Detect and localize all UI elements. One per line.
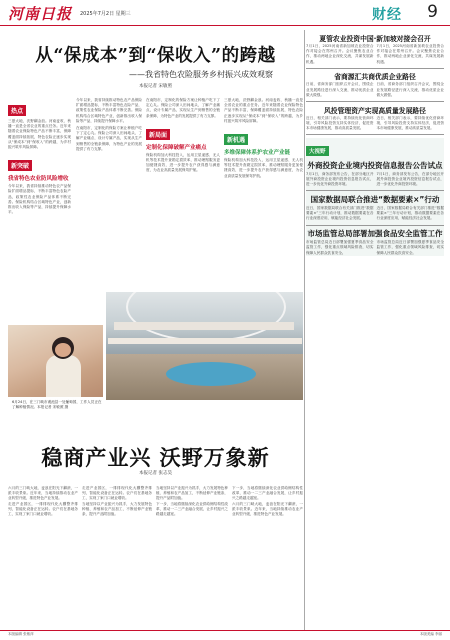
lead-paragraph: 三夏大地，沃野翻金浪。河南麦收、秋播一直是全省农业的重点任务。近年来随着农业保险特色产品不断丰富，保障覆盖面持续拓展，特色农险正逐步实现从“保成本”到“保收入”的跨越，为乡村振兴筑牢风险屏障。 xyxy=(8,119,71,150)
right-column: 夏管农业投资中国·新加坡对接会召开 7月1日，2025河南省新加坡农业投资合作对接会在郑州召开。会议聚焦农业合作，推动两地企业深化交流，共谋发展新机遇。 7月1日，2025河南省新加坡农业投资合作对接会在郑州召开。会议聚焦农业合作，推动两地企业深化交流，共谋发展新机遇。 省商源汇共商优质企业路径 日前，省商务部门组织召开会议，围绕企业发展路径进行深入交流，推动优质企业做大做强。 日前，省商务部门组织召开会议，围绕企业发展路径进行深入交流，推动优质企业做大做强。 风投管理资产实现高质量发展路径 近日，相关部门表示，要持续优化营商环境，引导风险投资支持实体经济，促进资本市场健康发展，推动高质量发展。 近日，相关部门表示，要持续优化营商环境，引导风险投资支持实体经济，促进资本市场健康发展，推动高质量发展。 大视野 外商投资企业境内投资信息报告公告试点 7月1日，商务部发布公告，在部分地区开展外商投资企业境内投资信息报告试点，进一步优化外商投资环境。 7月1日，商务部发布公告，在部分地区开展外商投资企业境内投资信息报告试点，进一步优化外商投资环境。 国家数据局联合推进“数据要素×”行动 近日，国家数据局联合有关部门推进“数据要素×”三年行动计划，推动数据要素在各行业深度应用，赋能经济社会发展。 近日，国家数据局联合有关部门推进“数据要素×”三年行动计划，推动数据要素在各行业深度应用，赋能经济社会发展。 市场监管总局部署加强食品安全监管工作 市场监管总局近日部署加强夏季食品安全监管工作，强化重点领域风险排查，切实保障人民群众饮食安全。 市场监管总局近日部署加强夏季食品安全监管工作，强化重点领域风险排查，切实保障人民群众饮食安全。 xyxy=(306,35,444,255)
footer-editor: 本版编辑 张敏萍 xyxy=(8,632,34,636)
photo-caption: 6月24日，在三门峡市渑池县一处葡萄园，工作人员正在了解种植情况。本报记者 宋敏照 摄 xyxy=(12,400,102,409)
lead-headline[interactable]: 从“保成本”到“保收入”的跨越 xyxy=(35,46,276,66)
big-view-tag: 大视野 xyxy=(306,146,329,156)
news-headline[interactable]: 外商投资企业境内投资信息报告公告试点 xyxy=(307,160,443,170)
news-headline[interactable]: 国家数据局联合推进“数据要素×”行动 xyxy=(310,195,440,205)
lead-column-3 xyxy=(146,98,220,174)
section-heading: 我省特色农业防风险增收 xyxy=(8,176,69,183)
section-heading: 定制化保障破解产业痛点 xyxy=(146,144,207,151)
issue-date: 2025年7月2日 星期三 xyxy=(80,11,131,17)
lead-paragraph: 在南阳市，定制化的保险方案让种植户吃下了定心丸。保险公司深入田间地头，了解产业痛点，设计专属产品，实现从生产到销售的全链条保障，为特色产业的发展提供了有力支撑。 xyxy=(76,126,142,151)
lead-byline: 本报记者 宋敏照 xyxy=(139,84,172,89)
second-column-2: 走进产业园区，一排排现代化大棚整齐排列，智能化设备正在运转。农户们在基地务工，实现了家门口就业增收。 当地坚持以产业振兴为抓手，大力发展特色种植、养殖和农产品加工，不断延伸产业链条，提升产品附加值。 xyxy=(82,486,152,517)
lead-column-4 xyxy=(224,98,303,179)
column-divider xyxy=(304,30,305,630)
newspaper-logo: 河南日报 xyxy=(8,5,73,23)
news-headline[interactable]: 省商源汇共商优质企业路径 xyxy=(334,73,416,82)
lead-paragraph: 三夏大地，沃野翻金浪。河南麦收、秋播一直是全省农业的重点任务。近年来随着农业保险特色产品不断丰富，保障覆盖面持续拓展，特色农险正逐步实现从“保成本”到“保收入”的跨越，为乡村振兴筑牢风险屏障。 xyxy=(224,98,303,123)
lead-paragraph: 今年以来，我省持续推动特色农产品保险扩面增品提标，不断丰富特色农险产品，政策性农业保险产品体系不断完善。保险机构结合区域特色产业，创新推出收入保险等产品，持续提升保障水平。 xyxy=(8,184,71,215)
second-column-4: 下一步，当地将继续深化农业供给侧结构性改革，推动一二三产业融合发展，让乡村振兴之路越走越宽。 六月的三门峡大地，麦浪在阳光下翻滚，一派丰收景象。近年来，当地持续推动农业产业转型升级，推进特色产业发展。 xyxy=(232,486,303,517)
section-tag: 新突破 xyxy=(8,160,32,171)
second-column-1: 六月的三门峡大地，麦浪在阳光下翻滚，一派丰收景象。近年来，当地持续推动农业产业转型升级，推进特色产业发展。 走进产业园区，一排排现代化大棚整齐排列，智能化设备正在运转。农户们在基地务工，实现了家门口就业增收。 xyxy=(8,486,78,517)
footer-designer: 本版美编 李丽 xyxy=(419,632,442,636)
lead-column-1 xyxy=(8,98,71,215)
section-tag: 新局面 xyxy=(146,129,170,140)
lead-paragraph: 保险机构加大科技投入，运用卫星遥感、无人机等技术提升查勘定损效率，推动理赔服务更加便捷高效，进一步提升农户获得感与满意度，为农业高质量发展保驾护航。 xyxy=(224,158,303,178)
news-headline[interactable]: 市场监管总局部署加强食品安全监管工作 xyxy=(307,229,443,239)
lead-paragraph: 保险机构加大科技投入，运用卫星遥感、无人机等技术提升查勘定损效率，推动理赔服务更加便捷高效，进一步提升农户获得感与满意度，为农业高质量发展保驾护航。 xyxy=(146,152,220,173)
second-column-3: 当地坚持以产业振兴为抓手，大力发展特色种植、养殖和农产品加工，不断延伸产业链条，提升产品附加值。 下一步，当地将继续深化农业供给侧结构性改革，推动一二三产业融合发展，让乡村振兴之路越走越宽。 xyxy=(156,486,228,517)
mall-photo xyxy=(106,292,303,400)
lead-column-2 xyxy=(76,98,142,152)
lead-article-header xyxy=(8,30,303,89)
second-headline[interactable]: 稳商产业兴 沃野万象新 xyxy=(41,445,270,470)
big-view-section: 大视野 外商投资企业境内投资信息报告公告试点 7月1日，商务部发布公告，在部分地区开展外商投资企业境内投资信息报告试点，进一步优化外商投资环境。 7月1日，商务部发布公告，在部分地区开展外商投资企业境内投资信息报告试点，进一步优化外商投资环境。 国家数据局联合推进“数据要素×”行动 近日，国家数据局联合有关部门推进“数据要素×”三年行动计划，推动数据要素在各行业深度应用，赋能经济社会发展。 近日，国家数据局联合有关部门推进“数据要素×”三年行动计划，推动数据要素在各行业深度应用，赋能经济社会发展。 市场监管总局部署加强食品安全监管工作 市场监管总局近日部署加强夏季食品安全监管工作，强化重点领域风险排查，切实保障人民群众饮食安全。 市场监管总局近日部署加强夏季食品安全监管工作，强化重点领域风险排查，切实保障人民群众饮食安全。 xyxy=(306,138,444,256)
second-byline: 本报记者 张志昊 xyxy=(139,471,172,476)
masthead xyxy=(0,0,450,26)
hotspot-tag: 热点 xyxy=(8,105,26,116)
section-name: 财经 xyxy=(372,7,402,23)
section-heading: 多维保障体系护农业产业链 xyxy=(224,150,291,157)
page-number: 9 xyxy=(427,2,438,22)
footer-rule xyxy=(0,630,450,631)
lead-paragraph: 在南阳市，定制化的保险方案让种植户吃下了定心丸。保险公司深入田间地头，了解产业痛点，设计专属产品，实现从生产到销售的全链条保障，为特色产业的发展提供了有力支撑。 xyxy=(146,98,220,118)
section-tag: 新机遇 xyxy=(224,134,248,145)
lead-paragraph: 今年以来，我省持续推动特色农产品保险扩面增品提标，不断丰富特色农险产品，政策性农业保险产品体系不断完善。保险机构结合区域特色产业，创新推出收入保险等产品，持续提升保障水平。 xyxy=(76,98,142,123)
lead-subheadline: ——我省特色农险服务乡村振兴成效观察 xyxy=(129,70,273,79)
news-headline[interactable]: 风投管理资产实现高质量发展路径 xyxy=(324,106,426,115)
news-headline[interactable]: 夏管农业投资中国·新加坡对接会召开 xyxy=(319,35,431,43)
vineyard-photo xyxy=(8,325,103,397)
